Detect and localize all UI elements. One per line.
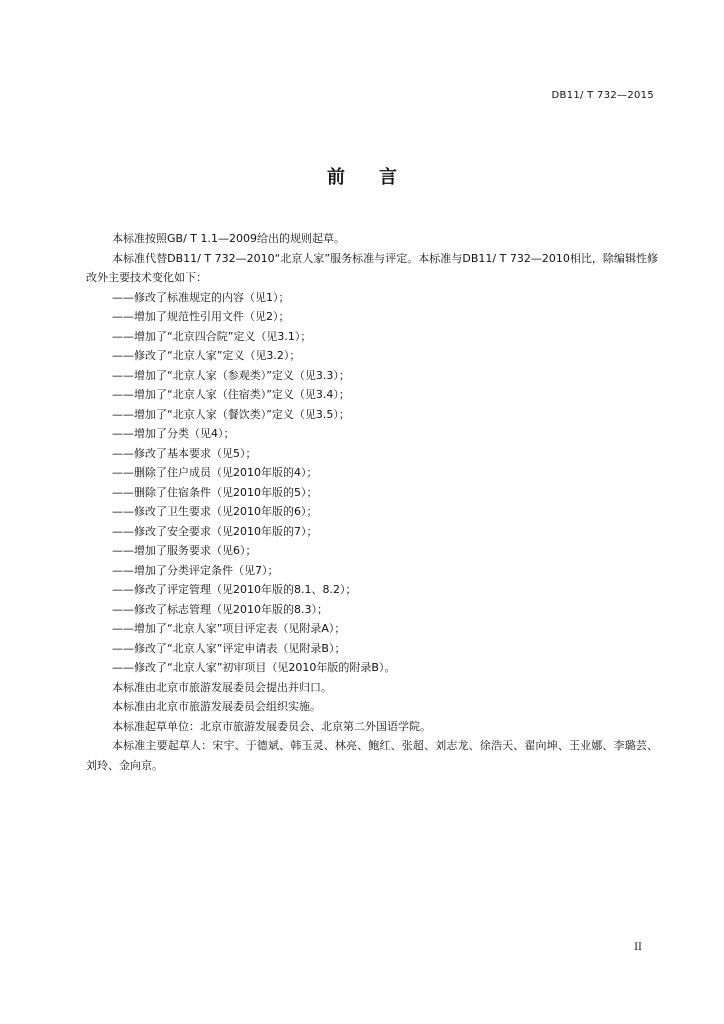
change-item: ——增加了“北京人家（参观类）”定义（见3.3）； bbox=[112, 368, 350, 382]
change-item: ——增加了“北京人家”项目评定表（见附录A）； bbox=[112, 622, 346, 635]
change-item: ——增加了“北京人家（住宿类）”定义（见3.4）； bbox=[112, 388, 350, 401]
change-item: ——增加了“北京人家（餐饮类）”定义（见3.5）； bbox=[112, 407, 350, 421]
intro-paragraph: 本标准按照GB/ T 1.1—2009给出的规则起草。 bbox=[112, 232, 345, 245]
change-item: ——修改了“北京人家”定义（见3.2）； bbox=[112, 349, 301, 362]
closing-paragraph: 本标准由北京市旅游发展委员会组织实施。 bbox=[112, 700, 321, 713]
change-item: ——修改了“北京人家”评定申请表（见附录B）； bbox=[112, 641, 346, 655]
change-item: ——修改了标准规定的内容（见1）； bbox=[112, 290, 290, 304]
change-item: ——修改了“北京人家”初审项目（见2010年版的附录B）。 bbox=[112, 661, 396, 674]
change-item: ——增加了分类评定条件（见7）； bbox=[112, 563, 279, 577]
standard-code: DB11/ T 732—2015 bbox=[551, 90, 654, 101]
change-item: ——增加了规范性引用文件（见2）； bbox=[112, 310, 290, 323]
change-item: ——修改了评定管理（见2010年版的8.1、8.2）； bbox=[112, 583, 357, 596]
change-item: ——增加了服务要求（见6）； bbox=[112, 544, 257, 557]
change-item: ——修改了安全要求（见2010年版的7）； bbox=[112, 524, 318, 538]
intro-paragraph: 本标准代替DB11/ T 732—2010“北京人家”服务标准与评定。本标准与DB11/ T 732—2010相比，除编辑性修改外主要技术变化如下： bbox=[86, 251, 658, 284]
change-item: ——删除了住户成员（见2010年版的4）； bbox=[112, 466, 318, 479]
closing-paragraph: 本标准由北京市旅游发展委员会提出并归口。 bbox=[112, 680, 332, 694]
closing-paragraph: 本标准主要起草人：宋宇、于德斌、韩玉灵、林亮、鲍红、张超、刘志龙、徐浩天、翟向坤、王业娜、李璐芸、刘玲、金向京。 bbox=[86, 739, 658, 772]
foreword-body bbox=[86, 229, 658, 775]
change-item: ——删除了住宿条件（见2010年版的5）； bbox=[112, 485, 318, 499]
change-item: ——修改了标志管理（见2010年版的8.3）； bbox=[112, 602, 328, 616]
page-title: 前言 bbox=[327, 167, 431, 188]
closing-paragraph: 本标准起草单位：北京市旅游发展委员会、北京第二外国语学院。 bbox=[112, 719, 431, 733]
change-item: ——修改了卫生要求（见2010年版的6）； bbox=[112, 505, 318, 518]
change-item: ——增加了“北京四合院”定义（见3.1）； bbox=[112, 329, 312, 343]
change-item: ——增加了分类（见4）； bbox=[112, 427, 235, 440]
page-number: II bbox=[634, 942, 642, 953]
change-item: ——修改了基本要求（见5）； bbox=[112, 446, 257, 460]
